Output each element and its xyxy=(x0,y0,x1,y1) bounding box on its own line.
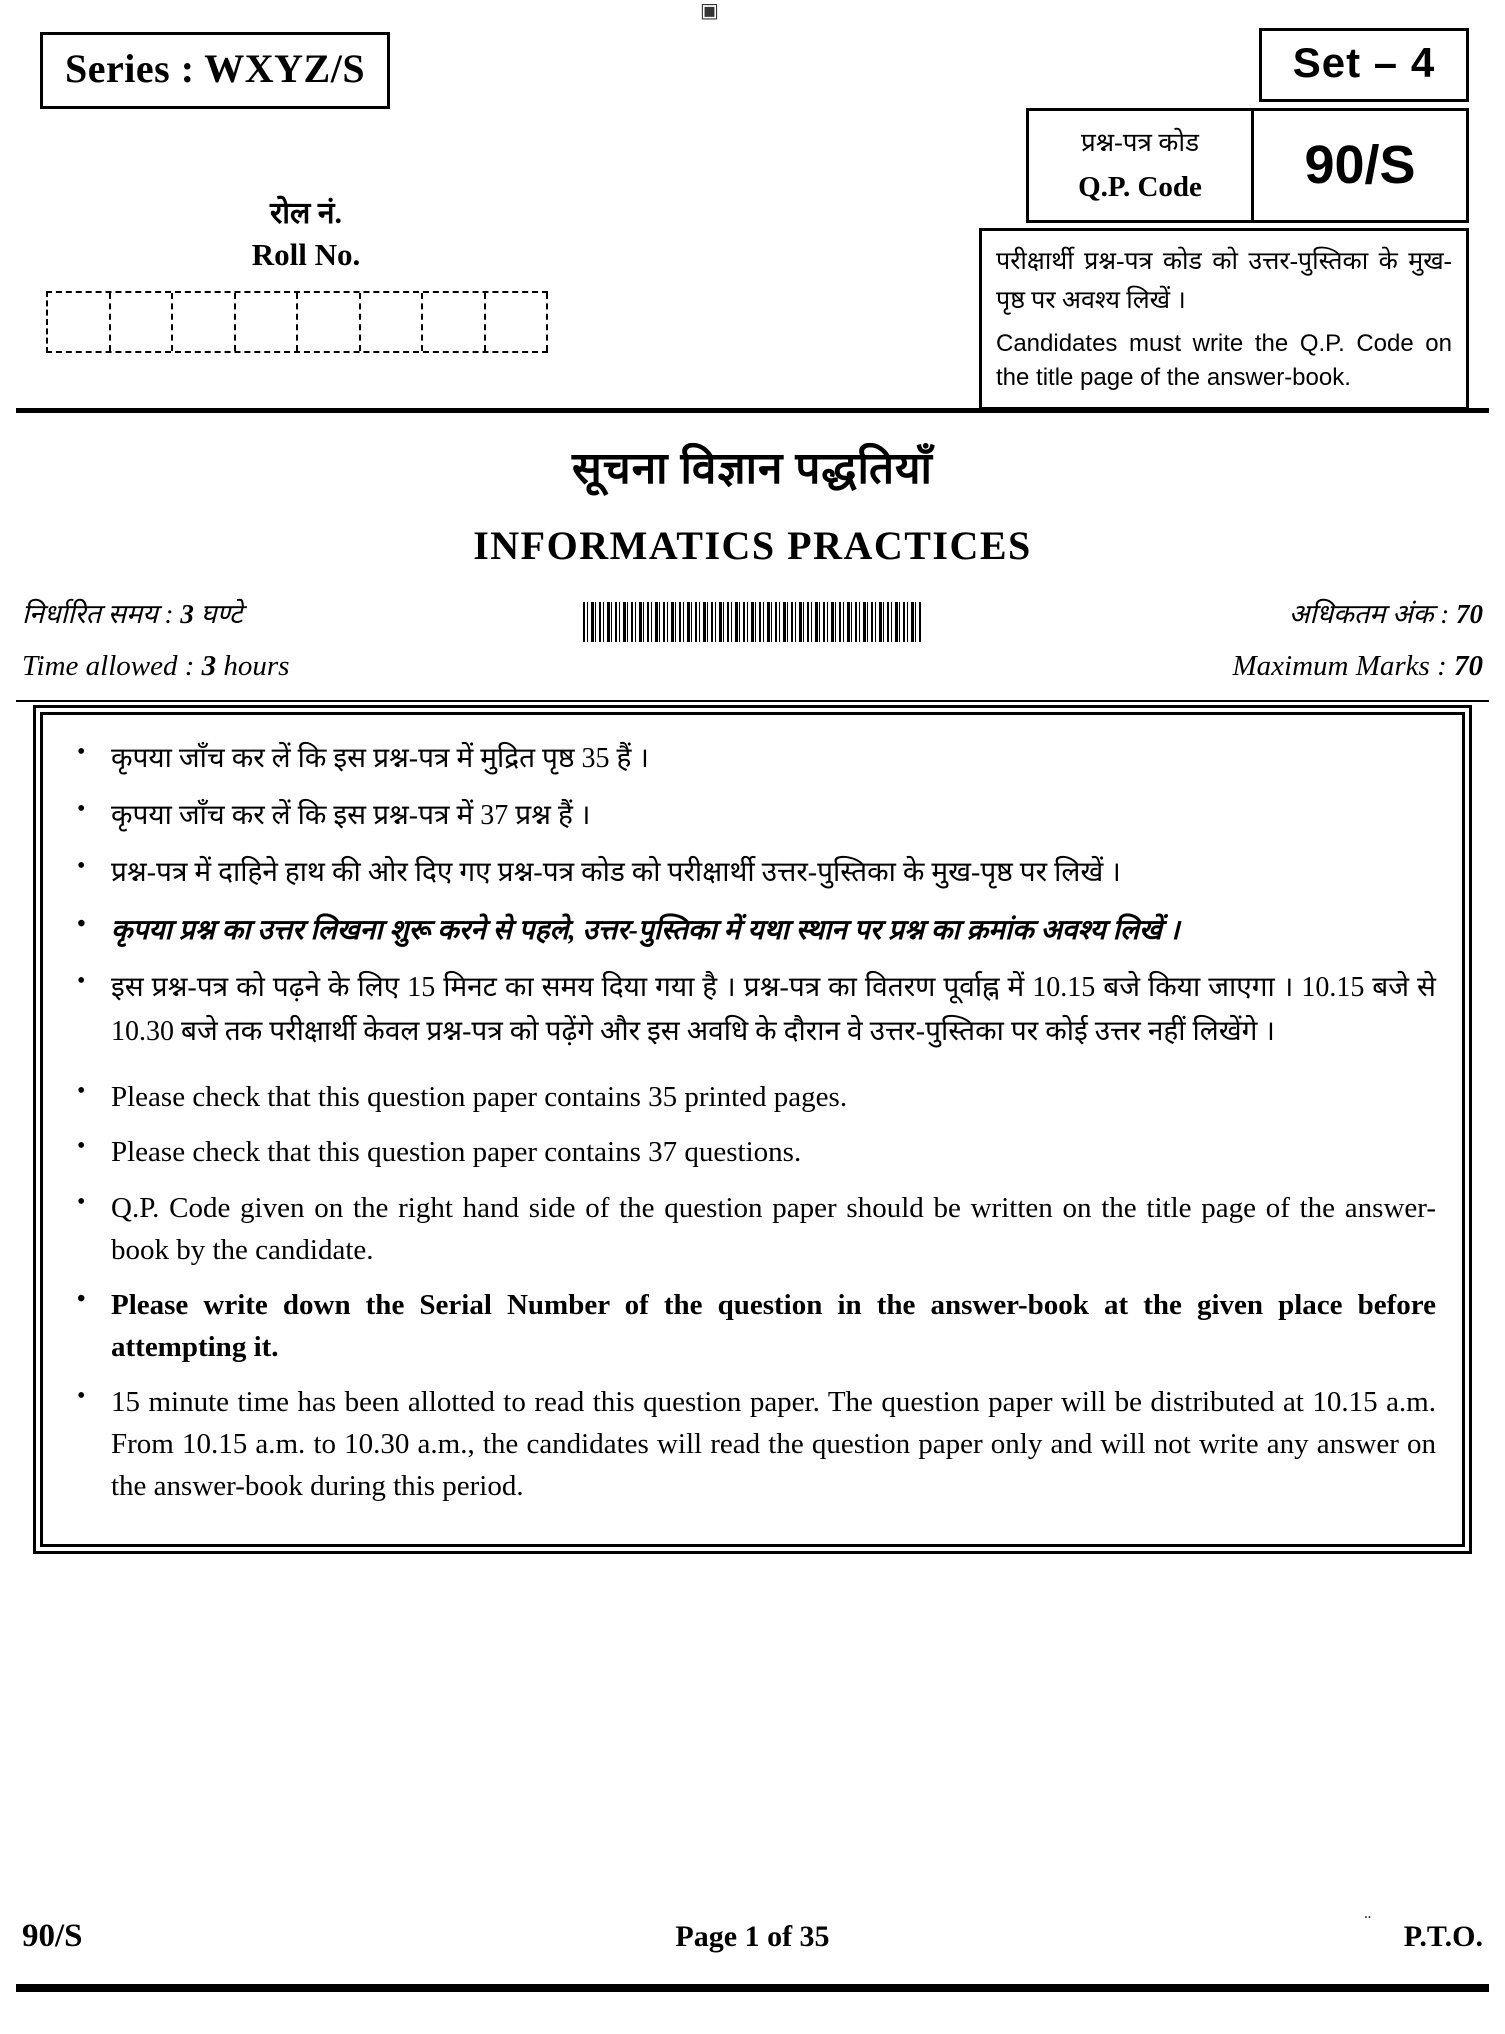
candidate-note-hindi: परीक्षार्थी प्रश्न-पत्र कोड को उत्तर-पुस्तिका के मुख-पृष्ठ पर अवश्य लिखें । xyxy=(996,248,1452,314)
roll-number-cell[interactable] xyxy=(361,293,424,351)
footer-pto: P.T.O. xyxy=(1403,1920,1483,1953)
subject-title-block xyxy=(0,436,1505,569)
roll-number-cell[interactable] xyxy=(48,293,111,351)
page-footer xyxy=(16,1912,1489,1970)
barcode xyxy=(583,602,923,642)
instruction-item-hindi: • कृपया जाँच कर लें कि इस प्रश्न-पत्र में 37 प्रश्न हैं । xyxy=(111,794,1436,838)
maximum-marks-hindi-prefix: अधिकतम अंक : xyxy=(1288,599,1456,629)
roll-number-cell[interactable] xyxy=(173,293,236,351)
footer-page-number: Page 1 of 35 xyxy=(675,1920,830,1953)
qp-code-label-cell xyxy=(1029,111,1254,220)
roll-number-label-english: Roll No. xyxy=(251,237,361,272)
roll-number-cell[interactable] xyxy=(486,293,549,351)
series-box: Series : WXYZ/S xyxy=(40,32,390,109)
roll-number-cell[interactable] xyxy=(423,293,486,351)
instruction-item-english: • 15 minute time has been allotted to read this question paper. The question paper will be distributed at 10.15 a.m. From 10.15 a.m. to 10.30 a.m., the candidates will read the question paper only and will not write any answer on the answer-book during this period. xyxy=(111,1381,1436,1507)
print-mark-icon: ▣ xyxy=(700,0,717,22)
maximum-marks-english xyxy=(1233,646,1483,687)
subject-title-hindi: सूचना विज्ञान पद्धतियाँ xyxy=(572,444,933,493)
page-header xyxy=(28,0,1477,500)
instruction-item-hindi-bold: • कृपया प्रश्न का उत्तर लिखना शुरू करने से पहले, उत्तर-पुस्तिका में यथा स्थान पर प्रश्न का क्रमांक अवश्य लिखें । xyxy=(111,909,1436,953)
time-allowed-hindi-suffix: घण्टे xyxy=(193,599,243,629)
maximum-marks-hindi xyxy=(1233,598,1483,632)
time-allowed-english xyxy=(22,646,289,687)
footer-mark-icon: ¨ xyxy=(1364,1912,1371,1934)
candidate-note-box xyxy=(979,228,1469,410)
qp-code-label-english: Q.P. Code xyxy=(1078,171,1202,203)
set-box: Set – 4 xyxy=(1259,28,1469,102)
roll-number-input-grid[interactable] xyxy=(46,291,548,353)
instruction-item-hindi: • इस प्रश्न-पत्र को पढ़ने के लिए 15 मिनट का समय दिया गया है । प्रश्न-पत्र का वितरण पूर्वाह्न में 10.15 बजे किया जाएगा । 10.15 बजे से 10.30 बजे तक परीक्षार्थी केवल प्रश्न-पत्र को पढ़ेंगे और इस अवधि के दौरान वे उत्तर-पुस्तिका पर कोई उत्तर नहीं लिखेंगे । xyxy=(111,966,1436,1054)
time-allowed-hindi xyxy=(22,598,289,632)
qp-code-value: 90/S xyxy=(1304,135,1416,196)
roll-number-label-hindi: रोल नं. xyxy=(269,197,343,230)
roll-number-cell[interactable] xyxy=(236,293,299,351)
maximum-marks-block xyxy=(1233,598,1483,686)
time-allowed-english-suffix: hours xyxy=(216,649,290,682)
header-divider xyxy=(16,408,1489,413)
instruction-item-english: • Q.P. Code given on the right hand side of the question paper should be written on the title page of the answer-book by the candidate. xyxy=(111,1187,1436,1271)
maximum-marks-hindi-value: 70 xyxy=(1456,599,1483,629)
footer-divider xyxy=(16,1984,1489,1992)
subject-title-english: INFORMATICS PRACTICES xyxy=(473,523,1032,568)
roll-number-cell[interactable] xyxy=(111,293,174,351)
instructions-list xyxy=(65,737,1436,1507)
qp-code-table xyxy=(1026,108,1469,223)
instruction-item-hindi: • कृपया जाँच कर लें कि इस प्रश्न-पत्र में मुद्रित पृष्ठ 35 हैं । xyxy=(111,737,1436,781)
roll-number-section xyxy=(46,196,566,353)
exam-meta-row xyxy=(16,598,1489,693)
instruction-item-english: • Please check that this question paper contains 37 questions. xyxy=(111,1131,1436,1173)
instruction-item-english-bold: • Please write down the Serial Number of the question in the answer-book at the given place before attempting it. xyxy=(111,1284,1436,1368)
footer-qp-code: 90/S xyxy=(22,1918,83,1954)
time-allowed-block xyxy=(22,598,289,686)
maximum-marks-english-value: 70 xyxy=(1454,649,1483,682)
meta-divider xyxy=(16,700,1489,702)
time-allowed-english-prefix: Time allowed : xyxy=(22,649,202,682)
time-allowed-hindi-value: 3 xyxy=(180,599,194,629)
instruction-item-english: • Please check that this question paper contains 35 printed pages. xyxy=(111,1076,1436,1118)
instruction-item-hindi: • प्रश्न-पत्र में दाहिने हाथ की ओर दिए गए प्रश्न-पत्र कोड को परीक्षार्थी उत्तर-पुस्तिका के मुख-पृष्ठ पर लिखें । xyxy=(111,851,1436,895)
time-allowed-hindi-prefix: निर्धारित समय : xyxy=(22,599,181,629)
qp-code-label-hindi: प्रश्न-पत्र कोड xyxy=(1080,128,1200,157)
candidate-note-english: Candidates must write the Q.P. Code on the title page of the answer-book. xyxy=(996,329,1452,391)
time-allowed-english-value: 3 xyxy=(201,649,217,682)
maximum-marks-english-prefix: Maximum Marks : xyxy=(1232,649,1454,682)
roll-number-cell[interactable] xyxy=(298,293,361,351)
general-instructions-box xyxy=(40,712,1465,1547)
